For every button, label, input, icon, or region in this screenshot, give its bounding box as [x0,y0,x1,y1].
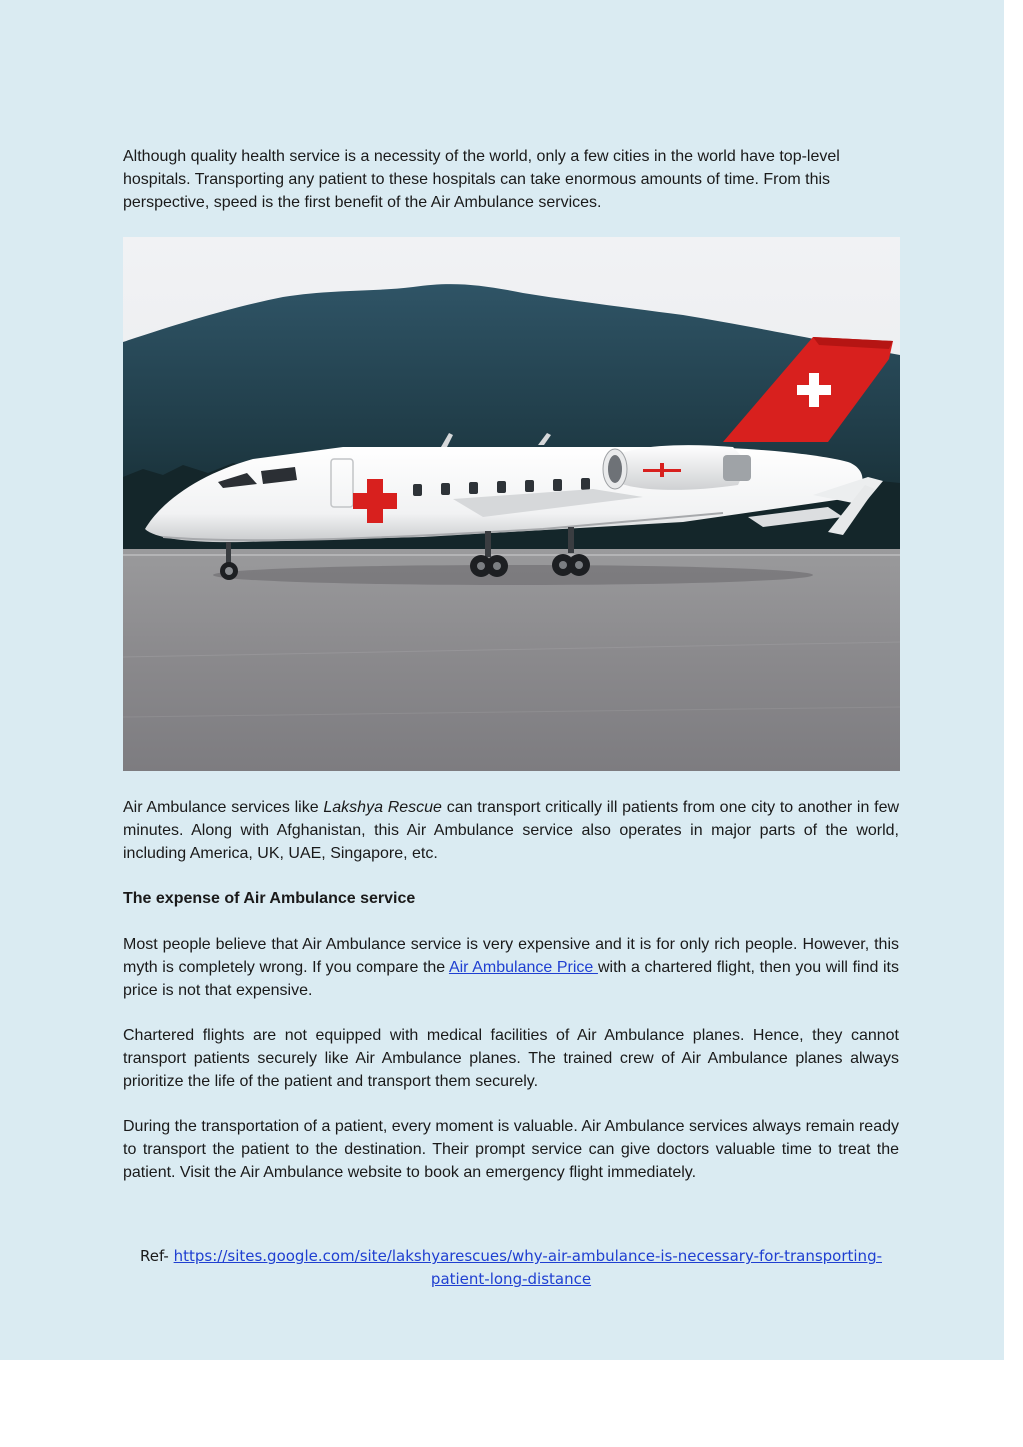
expense-paragraph-before: Most people believe that Air Ambulance service is very expensive and it is for only rich people. However, this myth is completely wrong. If you compare the [123,936,899,976]
transportation-paragraph: During the transportation of a patient, every moment is valuable. Air Ambulance services always remain ready to transport the patient to the destination. Their prompt service can give doctors valuable time to treat the patient. Visit the Air Ambulance website to book an emergency flight immediately. [123,1118,899,1181]
reference-prefix: Ref- [139,1247,174,1265]
air-ambulance-jet-photo [123,237,900,771]
services-paragraph [123,796,899,865]
reference-link[interactable]: https://sites.google.com/site/lakshyarescues/why-air-ambulance-is-necessary-for-transporting-patient-long-distance [173,1247,883,1288]
expense-paragraph [123,933,899,1002]
reference-line [123,1245,899,1291]
intro-paragraph: Although quality health service is a necessity of the world, only a few cities in the world have top-level hospitals. Transporting any patient to these hospitals can take enormous amounts of time. From this perspective, speed is the first benefit of the Air Ambulance services. [123,148,840,211]
services-paragraph-after: can transport critically ill patients from one city to another in few minutes. Along with Afghanistan, this Air Ambulance service also operates in major parts of the world, including America, UK, UAE, Singapore, etc. [123,799,900,862]
expense-paragraph-after: with a chartered flight, then you will find its price is not that expensive. [123,959,899,999]
services-paragraph-before: Air Ambulance services like [123,799,324,816]
section-heading: The expense of Air Ambulance service [123,890,416,907]
company-name: Lakshya Rescue [323,799,442,816]
air-ambulance-price-link[interactable]: Air Ambulance Price [448,959,598,976]
chartered-flights-paragraph: Chartered flights are not equipped with medical facilities of Air Ambulance planes. Hence, they cannot transport patients securely like Air Ambulance planes. The trained crew of Air Ambulance planes always prioritize the life of the patient and transport them securely. [123,1027,899,1090]
